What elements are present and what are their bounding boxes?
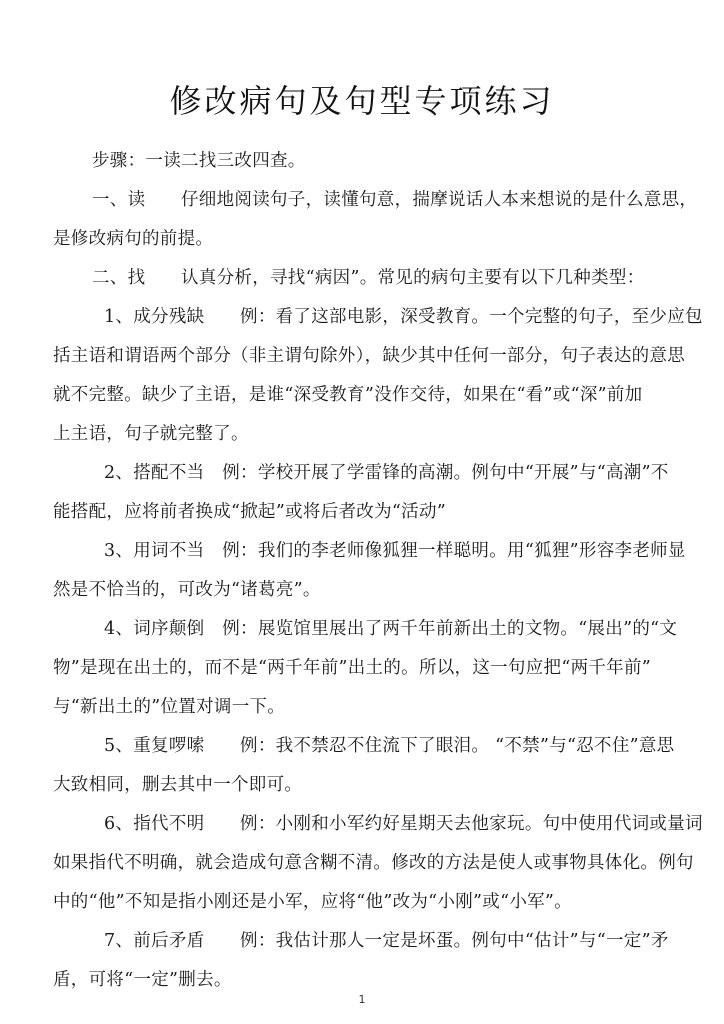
section-find: 二、找 认真分析，寻找“病因”。常见的病句主要有以下几种类型： (92, 268, 645, 288)
type-2: 2、搭配不当 例：学校开展了学雷锋的高潮。例句中“开展”与“高潮”不 (104, 463, 669, 483)
section-read: 一、读 仔细地阅读句子，读懂句意，揣摩说话人本来想说的是什么意思， (92, 190, 698, 210)
type-2-cont: 能搭配，应将前者换成“掀起”或将后者改为“活动” (53, 502, 446, 522)
type-6: 6、指代不明 例：小刚和小军约好星期天去他家玩。句中使用代词或量词 (104, 814, 703, 834)
type-5-cont: 大致相同，删去其中一个即可。 (53, 775, 303, 795)
type-3: 3、用词不当 例：我们的李老师像狐狸一样聪明。用“狐狸”形容李老师显 (104, 541, 686, 561)
type-5: 5、重复啰嗦 例：我不禁忍不住流下了眼泪。 “不禁”与“忍不住”意思 (104, 736, 675, 756)
document-title: 修改病句及句型专项练习 (169, 82, 555, 120)
type-4: 4、词序颠倒 例：展览馆里展出了两千年前新出土的文物。“展出”的“文 (104, 619, 678, 639)
type-1-cont: 上主语，句子就完整了。 (53, 424, 249, 444)
steps-line: 步骤：一读二找三改四查。 (92, 151, 306, 171)
type-1-cont: 就不完整。缺少了主语，是谁“深受教育”没作交待，如果在“看”或“深”前加 (53, 385, 643, 405)
type-1-cont: 括主语和谓语两个部分（非主谓句除外），缺少其中任何一部分，句子表达的意思 (53, 346, 686, 366)
page-number: 1 (358, 993, 366, 1006)
type-1: 1、成分残缺 例：看了这部电影，深受教育。一个完整的句子，至少应包 (104, 307, 703, 327)
type-3-cont: 然是不恰当的，可改为“诸葛亮”。 (53, 580, 321, 600)
section-read-cont: 是修改病句的前提。 (53, 229, 214, 249)
type-6-cont: 中的“他”不知是指小刚还是小军，应将“他”改为“小刚”或“小军”。 (53, 892, 572, 912)
type-7-cont: 盾，可将“一定”删去。 (53, 970, 232, 990)
type-4-cont: 与“新出土的”位置对调一下。 (53, 697, 286, 717)
type-7: 7、前后矛盾 例：我估计那人一定是坏蛋。例句中“估计”与“一定”矛 (104, 931, 669, 951)
type-4-cont: 物”是现在出土的，而不是“两千年前”出土的。所以，这一句应把“两千年前” (53, 658, 652, 678)
type-6-cont: 如果指代不明确，就会造成句意含糊不清。修改的方法是使人或事物具体化。例句 (53, 853, 694, 873)
